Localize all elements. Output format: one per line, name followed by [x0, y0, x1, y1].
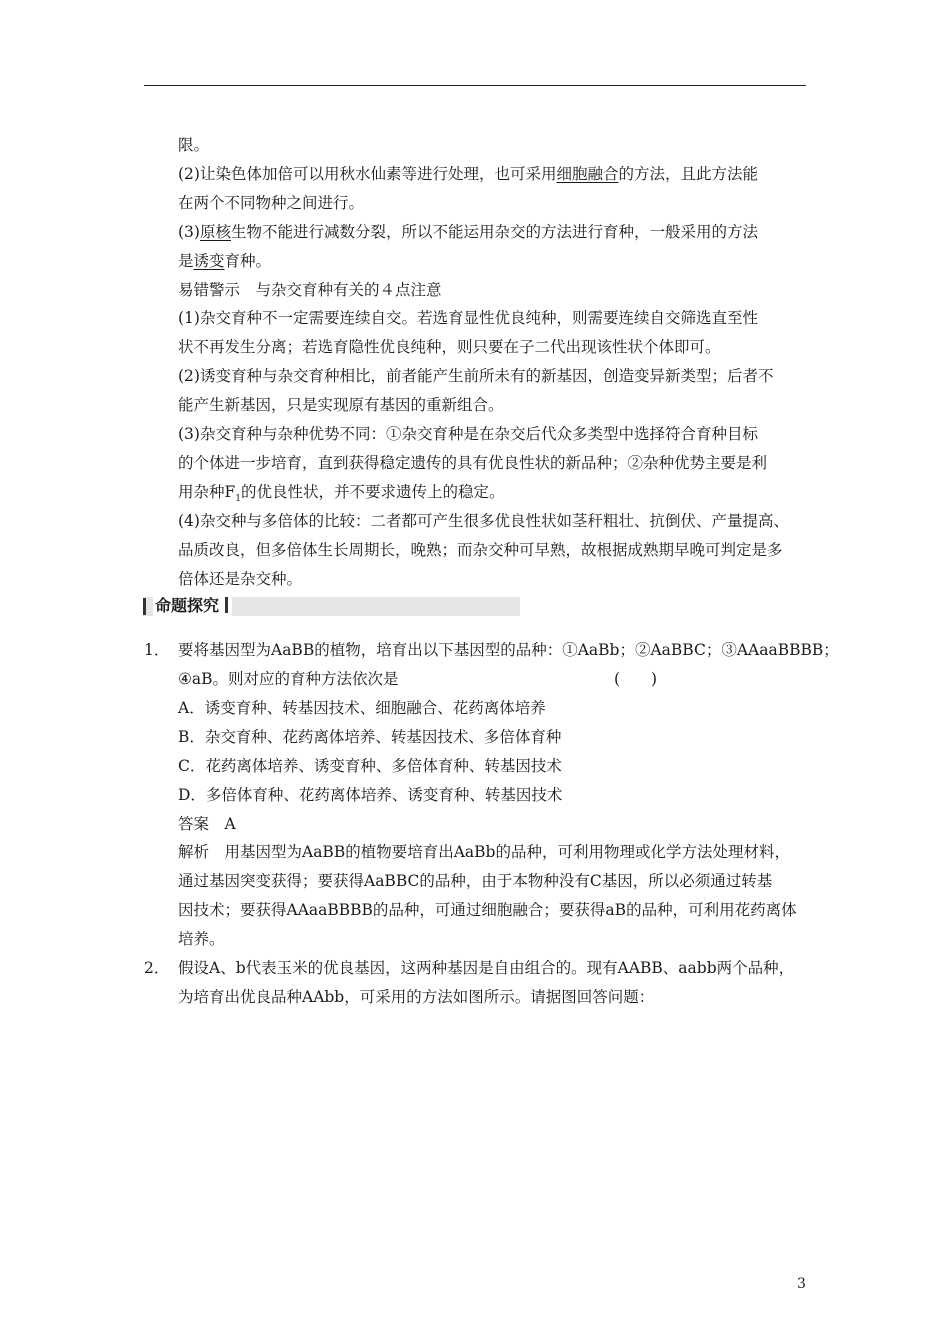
question-1-number: 1．: [144, 641, 170, 659]
intro-line-3: (3)原核生物不能进行减数分裂，所以不能运用杂交的方法进行育种，一般采用的方法: [178, 223, 758, 241]
underlined-term: 诱变: [193, 252, 225, 270]
warning-line: (2)诱变育种与杂交育种相比，前者能产生前所未有的新基因，创造变异新类型；后者不: [178, 367, 774, 385]
page-number: 3: [797, 1276, 806, 1292]
intro-line-4: 是诱变育种。: [178, 252, 272, 270]
option-c: C．花药离体培养、诱变育种、多倍体育种、转基因技术: [178, 757, 562, 775]
analysis-line: 解析 用基因型为AaBB的植物要培育出AaBb的品种，可利用物理或化学方法处理材料，: [178, 843, 790, 861]
warning-line: 品质改良，但多倍体生长周期长，晚熟；而杂交种可早熟，故根据成熟期早晚可判定是多: [178, 541, 783, 559]
option-d: D．多倍体育种、花药离体培养、诱变育种、转基因技术: [178, 786, 563, 804]
answer: 答案 A: [178, 815, 236, 833]
intro-line-1: (2)让染色体加倍可以用秋水仙素等进行处理，也可采用细胞融合的方法，且此方法能: [178, 165, 758, 183]
intro-line-2: 在两个不同物种之间进行。: [178, 194, 365, 212]
warning-line: 状不再发生分离；若选育隐性优良纯种，则只要在子二代出现该性状个体即可。: [178, 338, 721, 356]
analysis-line: 因技术；要获得AAaaBBBB的品种，可通过细胞融合；要获得aB的品种，可利用花药离体: [178, 901, 797, 919]
header-rule: [144, 85, 806, 86]
warning-line: 能产生新基因，只是实现原有基因的重新组合。: [178, 396, 504, 414]
question-2-stem: 假设A、b代表玉米的优良基因，这两种基因是自由组合的。现有AABB、aabb两个品种，: [178, 959, 795, 977]
warning-title: 易错警示 与杂交育种有关的４点注意: [178, 281, 442, 299]
underlined-term: 原核: [199, 223, 231, 241]
question-1-stem: 要将基因型为AaBB的植物，培育出以下基因型的品种：①AaBb；②AaBBC；③AAaaBBBB；: [178, 641, 839, 659]
question-2-number: 2．: [144, 959, 170, 977]
warning-line: 倍体还是杂交种。: [178, 570, 303, 588]
section-title: 命题探究: [153, 596, 232, 616]
warning-line: (1)杂交育种不一定需要连续自交。若选育显性优良纯种，则需要连续自交筛选直至性: [178, 309, 758, 327]
warning-line: 的个体进一步培育，直到获得稳定遗传的具有优良性状的新品种；②杂种优势主要是利: [178, 454, 768, 472]
section-bar-left: [143, 598, 146, 615]
question-1-stem: ④aB。则对应的育种方法依次是: [178, 670, 399, 688]
option-b: B．杂交育种、花药离体培养、转基因技术、多倍体育种: [178, 728, 562, 746]
answer-bracket: ( ): [614, 670, 658, 688]
warning-line: (4)杂交种与多倍体的比较：二者都可产生很多优良性状如茎秆粗壮、抗倒伏、产量提高、: [178, 512, 789, 530]
warning-line: 用杂种$F_1$的优良性状，并不要求遗传上的稳定。: [178, 483, 505, 505]
question-2-stem: 为培育出优良品种AAbb，可采用的方法如图所示。请据图回答问题：: [178, 988, 655, 1006]
underlined-term: 细胞融合: [556, 165, 619, 183]
warning-line: (3)杂交育种与杂种优势不同：①杂交育种是在杂交后代众多类型中选择符合育种目标: [178, 425, 758, 443]
analysis-line: 通过基因突变获得；要获得AaBBC的品种，由于本物种没有C基因，所以必须通过转基: [178, 872, 773, 890]
option-a: A．诱变育种、转基因技术、细胞融合、花药离体培养: [178, 699, 546, 717]
analysis-line: 培养。: [178, 930, 225, 948]
section-header: [143, 597, 520, 616]
intro-line-0: 限。: [178, 136, 210, 154]
